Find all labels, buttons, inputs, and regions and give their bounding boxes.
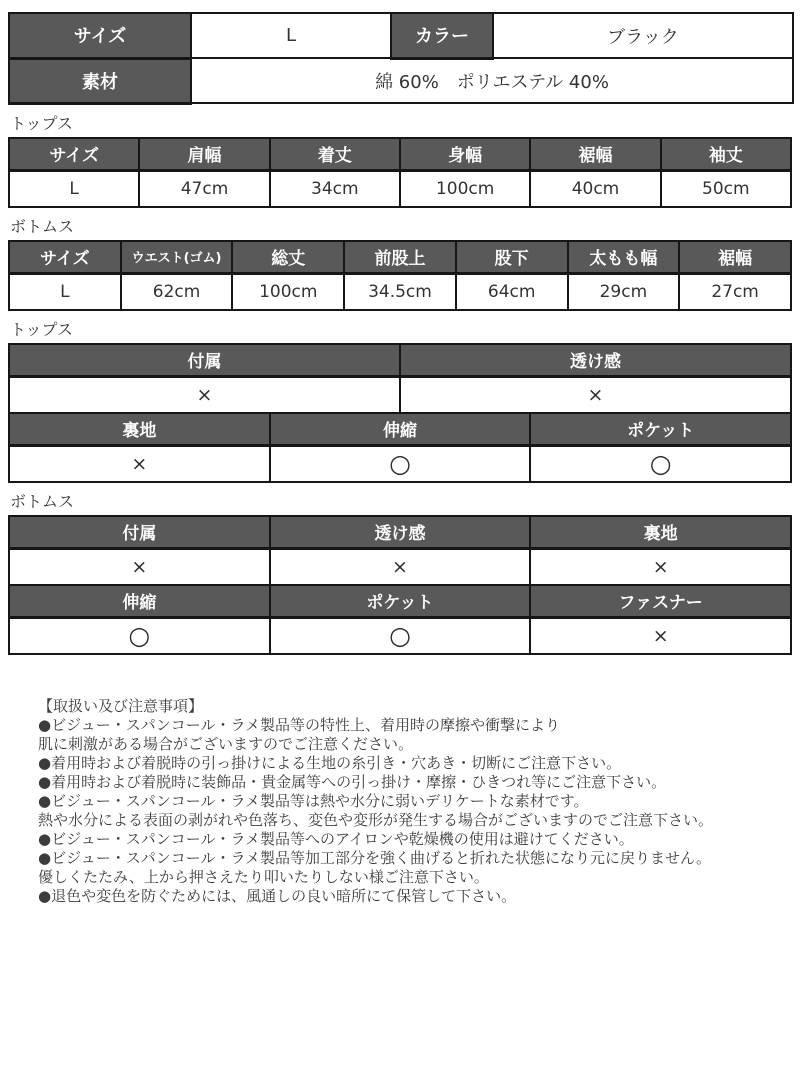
header-cell: ポケット — [270, 585, 531, 618]
color-value-cell: ブラック — [493, 13, 793, 58]
value-cell: 29cm — [568, 274, 680, 310]
table-row — [9, 138, 791, 171]
feature-mark-cell: × — [9, 549, 270, 585]
care-note-line: ●ビジュー・スパンコール・ラメ製品等は熱や水分に弱いデリケートな素材です。 — [38, 791, 589, 810]
header-cell: 透け感 — [270, 516, 531, 549]
header-cell: サイズ — [9, 241, 121, 274]
feature-mark-cell: ○ — [9, 618, 270, 654]
product-summary-table — [8, 12, 794, 105]
header-cell: 肩幅 — [139, 138, 269, 171]
table-row — [9, 516, 791, 549]
tops-measurements-label: トップス — [10, 113, 73, 133]
feature-mark-cell: × — [530, 549, 791, 585]
table-row — [9, 413, 791, 446]
tops-features-label: トップス — [10, 319, 73, 339]
value-cell: L — [9, 274, 121, 310]
tops-features-table — [8, 343, 792, 483]
header-cell: サイズ — [9, 138, 139, 171]
header-cell: 伸縮 — [9, 585, 270, 618]
value-cell: 64cm — [456, 274, 568, 310]
value-cell: 47cm — [139, 171, 269, 207]
table-row — [9, 58, 793, 103]
feature-mark-cell: × — [530, 618, 791, 654]
table-row — [9, 585, 791, 618]
value-cell: 50cm — [661, 171, 791, 207]
value-cell: 34.5cm — [344, 274, 456, 310]
care-note-line: ●退色や変色を防ぐためには、風通しの良い暗所にて保管して下さい。 — [38, 886, 517, 905]
care-note-line: ●ビジュー・スパンコール・ラメ製品等の特性上、着用時の摩擦や衝撃により — [38, 715, 561, 734]
header-cell: 付属 — [9, 344, 400, 377]
value-cell: 100cm — [400, 171, 530, 207]
table-row — [9, 274, 791, 310]
value-cell: 27cm — [679, 274, 791, 310]
care-note-line: ●ビジュー・スパンコール・ラメ製品等加工部分を強く曲げると折れた状態になり元に戻りません。 — [38, 848, 711, 867]
header-cell: 太もも幅 — [568, 241, 680, 274]
table-row — [9, 377, 791, 413]
bottoms-features-label: ボトムス — [10, 491, 75, 511]
value-cell: 100cm — [232, 274, 344, 310]
value-cell: 62cm — [121, 274, 233, 310]
header-cell: 着丈 — [270, 138, 400, 171]
header-cell: 付属 — [9, 516, 270, 549]
feature-mark-cell: × — [9, 446, 270, 482]
header-cell: 股下 — [456, 241, 568, 274]
care-note-line: 肌に刺激がある場合がございますのでご注意ください。 — [38, 734, 414, 753]
feature-mark-cell: ○ — [270, 446, 531, 482]
value-cell: 40cm — [530, 171, 660, 207]
header-cell: ポケット — [530, 413, 791, 446]
care-note-line: 優しくたたみ、上から押さえたり叩いたりしない様ご注意下さい。 — [38, 867, 489, 886]
size-value-cell: L — [191, 13, 391, 58]
header-cell: 袖丈 — [661, 138, 791, 171]
tops-measurements-table — [8, 137, 792, 208]
material-value-cell: 綿 60% ポリエステル 40% — [191, 58, 793, 103]
header-cell: 裾幅 — [679, 241, 791, 274]
header-cell: 伸縮 — [270, 413, 531, 446]
header-cell: 透け感 — [400, 344, 791, 377]
material-header-cell: 素材 — [9, 58, 191, 103]
size-header-cell: サイズ — [9, 13, 191, 58]
table-row — [9, 171, 791, 207]
header-cell: ファスナー — [530, 585, 791, 618]
header-cell: ウエスト(ゴム) — [121, 241, 233, 274]
feature-mark-cell: ○ — [270, 618, 531, 654]
value-cell: 34cm — [270, 171, 400, 207]
feature-mark-cell: ○ — [530, 446, 791, 482]
feature-mark-cell: × — [270, 549, 531, 585]
bottoms-measurements-table — [8, 240, 792, 311]
header-cell: 身幅 — [400, 138, 530, 171]
table-row — [9, 241, 791, 274]
table-row — [9, 344, 791, 377]
bottoms-features-table — [8, 515, 792, 655]
header-cell: 裏地 — [9, 413, 270, 446]
color-header-cell: カラー — [391, 13, 493, 58]
feature-mark-cell: × — [9, 377, 400, 413]
care-note-line: ●着用時および着脱時の引っ掛けによる生地の糸引き・穴あき・切断にご注意下さい。 — [38, 753, 622, 772]
care-notes — [38, 697, 792, 906]
feature-mark-cell: × — [400, 377, 791, 413]
header-cell: 総丈 — [232, 241, 344, 274]
table-row — [9, 446, 791, 482]
table-row — [9, 618, 791, 654]
header-cell: 前股上 — [344, 241, 456, 274]
table-row — [9, 549, 791, 585]
bottoms-measurements-label: ボトムス — [10, 216, 75, 236]
care-note-line: 熱や水分による表面の剥がれや色落ち、変色や変形が発生する場合がございますのでご注意下さい。 — [38, 810, 714, 829]
care-notes-title: 【取扱い及び注意事項】 — [38, 696, 204, 715]
header-cell: 裾幅 — [530, 138, 660, 171]
care-note-line: ●着用時および着脱時に装飾品・貴金属等への引っ掛け・摩擦・ひきつれ等にご注意下さい。 — [38, 772, 667, 791]
care-note-line: ●ビジュー・スパンコール・ラメ製品等へのアイロンや乾燥機の使用は避けてください。 — [38, 829, 634, 848]
value-cell: L — [9, 171, 139, 207]
table-row — [9, 13, 793, 58]
header-cell: 裏地 — [530, 516, 791, 549]
